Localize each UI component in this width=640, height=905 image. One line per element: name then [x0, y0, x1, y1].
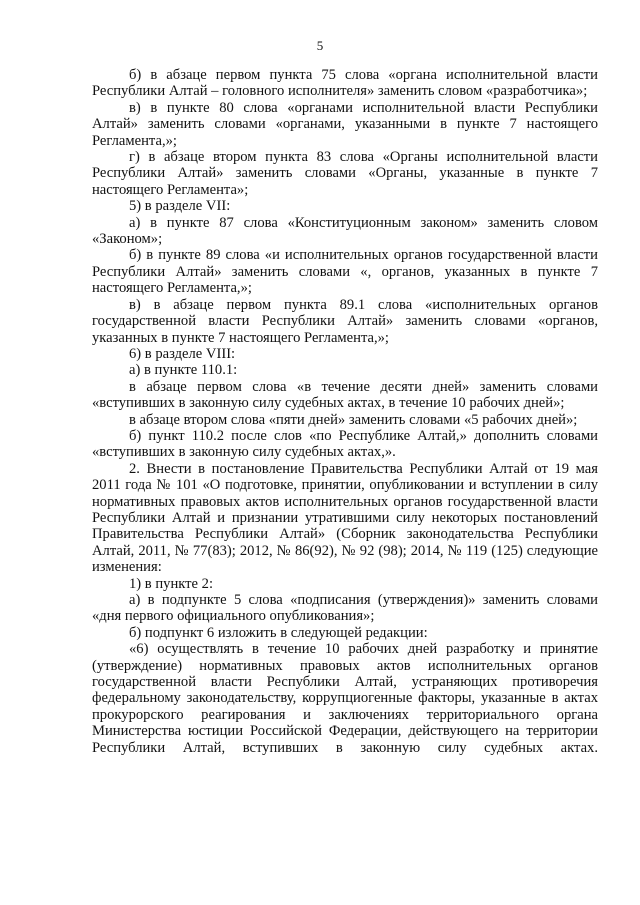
paragraph: а) в пункте 87 слова «Конституционным законом» заменить словом «Законом»; — [92, 214, 598, 248]
paragraph: г) в абзаце втором пункта 83 слова «Органы исполнительной власти Республики Алтай» заменить словами «Органы, указанные в пункте 7 настоящего Регламента»; — [92, 149, 598, 198]
paragraph: а) в подпункте 5 слова «подписания (утверждения)» заменить словами «дня первого официального опубликования»; — [92, 592, 598, 625]
paragraph: б) пункт 110.2 после слов «по Республике Алтай,» дополнить словами «вступивших в законную силу судебных актах,». — [92, 427, 598, 461]
paragraph: а) в пункте 110.1: — [129, 362, 238, 379]
paragraph: 1) в пункте 2: — [129, 575, 214, 592]
paragraph: в) в пункте 80 слова «органами исполнительной власти Республики Алтай» заменить словами «органами, указанными в пункте 7 настоящего Регламента,»; — [92, 99, 598, 149]
section-heading: 5) в разделе VII: — [129, 198, 231, 215]
paragraph: 2. Внести в постановление Правительства Республики Алтай от 19 мая 2011 года № 101 «О подготовке, принятии, опубликовании и вступлении в силу нормативных правовых актов исполнительных органов государственной власти Республики Алтай и признании утратившими силу некоторых постановлений Правительства Республики Алтай» (Сборник законодательства Республики Алтай, 2011, № 77(83); 2012, № 86(92), № 92 (98); 2014, № 119 (125) следующие изменения: — [92, 460, 598, 576]
paragraph: в абзаце втором слова «пяти дней» заменить словами «5 рабочих дней»; — [129, 411, 578, 428]
paragraph: б) подпункт 6 изложить в следующей редакции: — [129, 624, 428, 641]
document-body — [92, 67, 598, 756]
page-number: 5 — [316, 38, 324, 53]
paragraph: «6) осуществлять в течение 10 рабочих дней разработку и принятие (утверждение) нормативных правовых актов исполнительных органов государственной власти Республики Алтай, устраняющих противоречия федеральному законодательству, коррупциогенные факторы, указанные в актах прокурорского реагирования и заключениях территориального органа Министерства юстиции Российской Федерации, действующего на территории Республики Алтай, вступивших в законную силу судебных актах. — [92, 641, 598, 756]
paragraph: б) в пункте 89 слова «и исполнительных органов государственной власти Республики Алтай» заменить словами «, органов, указанных в пункте 7 настоящего Регламента,»; — [92, 247, 598, 297]
paragraph: б) в абзаце первом пункта 75 слова «органа исполнительной власти Республики Алтай – головного исполнителя» заменить словом «разработчика»; — [92, 67, 598, 100]
section-heading: 6) в разделе VIII: — [129, 345, 236, 362]
paragraph: в абзаце первом слова «в течение десяти дней» заменить словами «вступивших в законную силу судебных актах, в течение 10 рабочих дней»; — [92, 378, 598, 412]
paragraph: в) в абзаце первом пункта 89.1 слова «исполнительных органов государственной власти Республики Алтай» заменить словами «органов, указанных в пункте 7 настоящего Регламента,»; — [92, 296, 598, 346]
